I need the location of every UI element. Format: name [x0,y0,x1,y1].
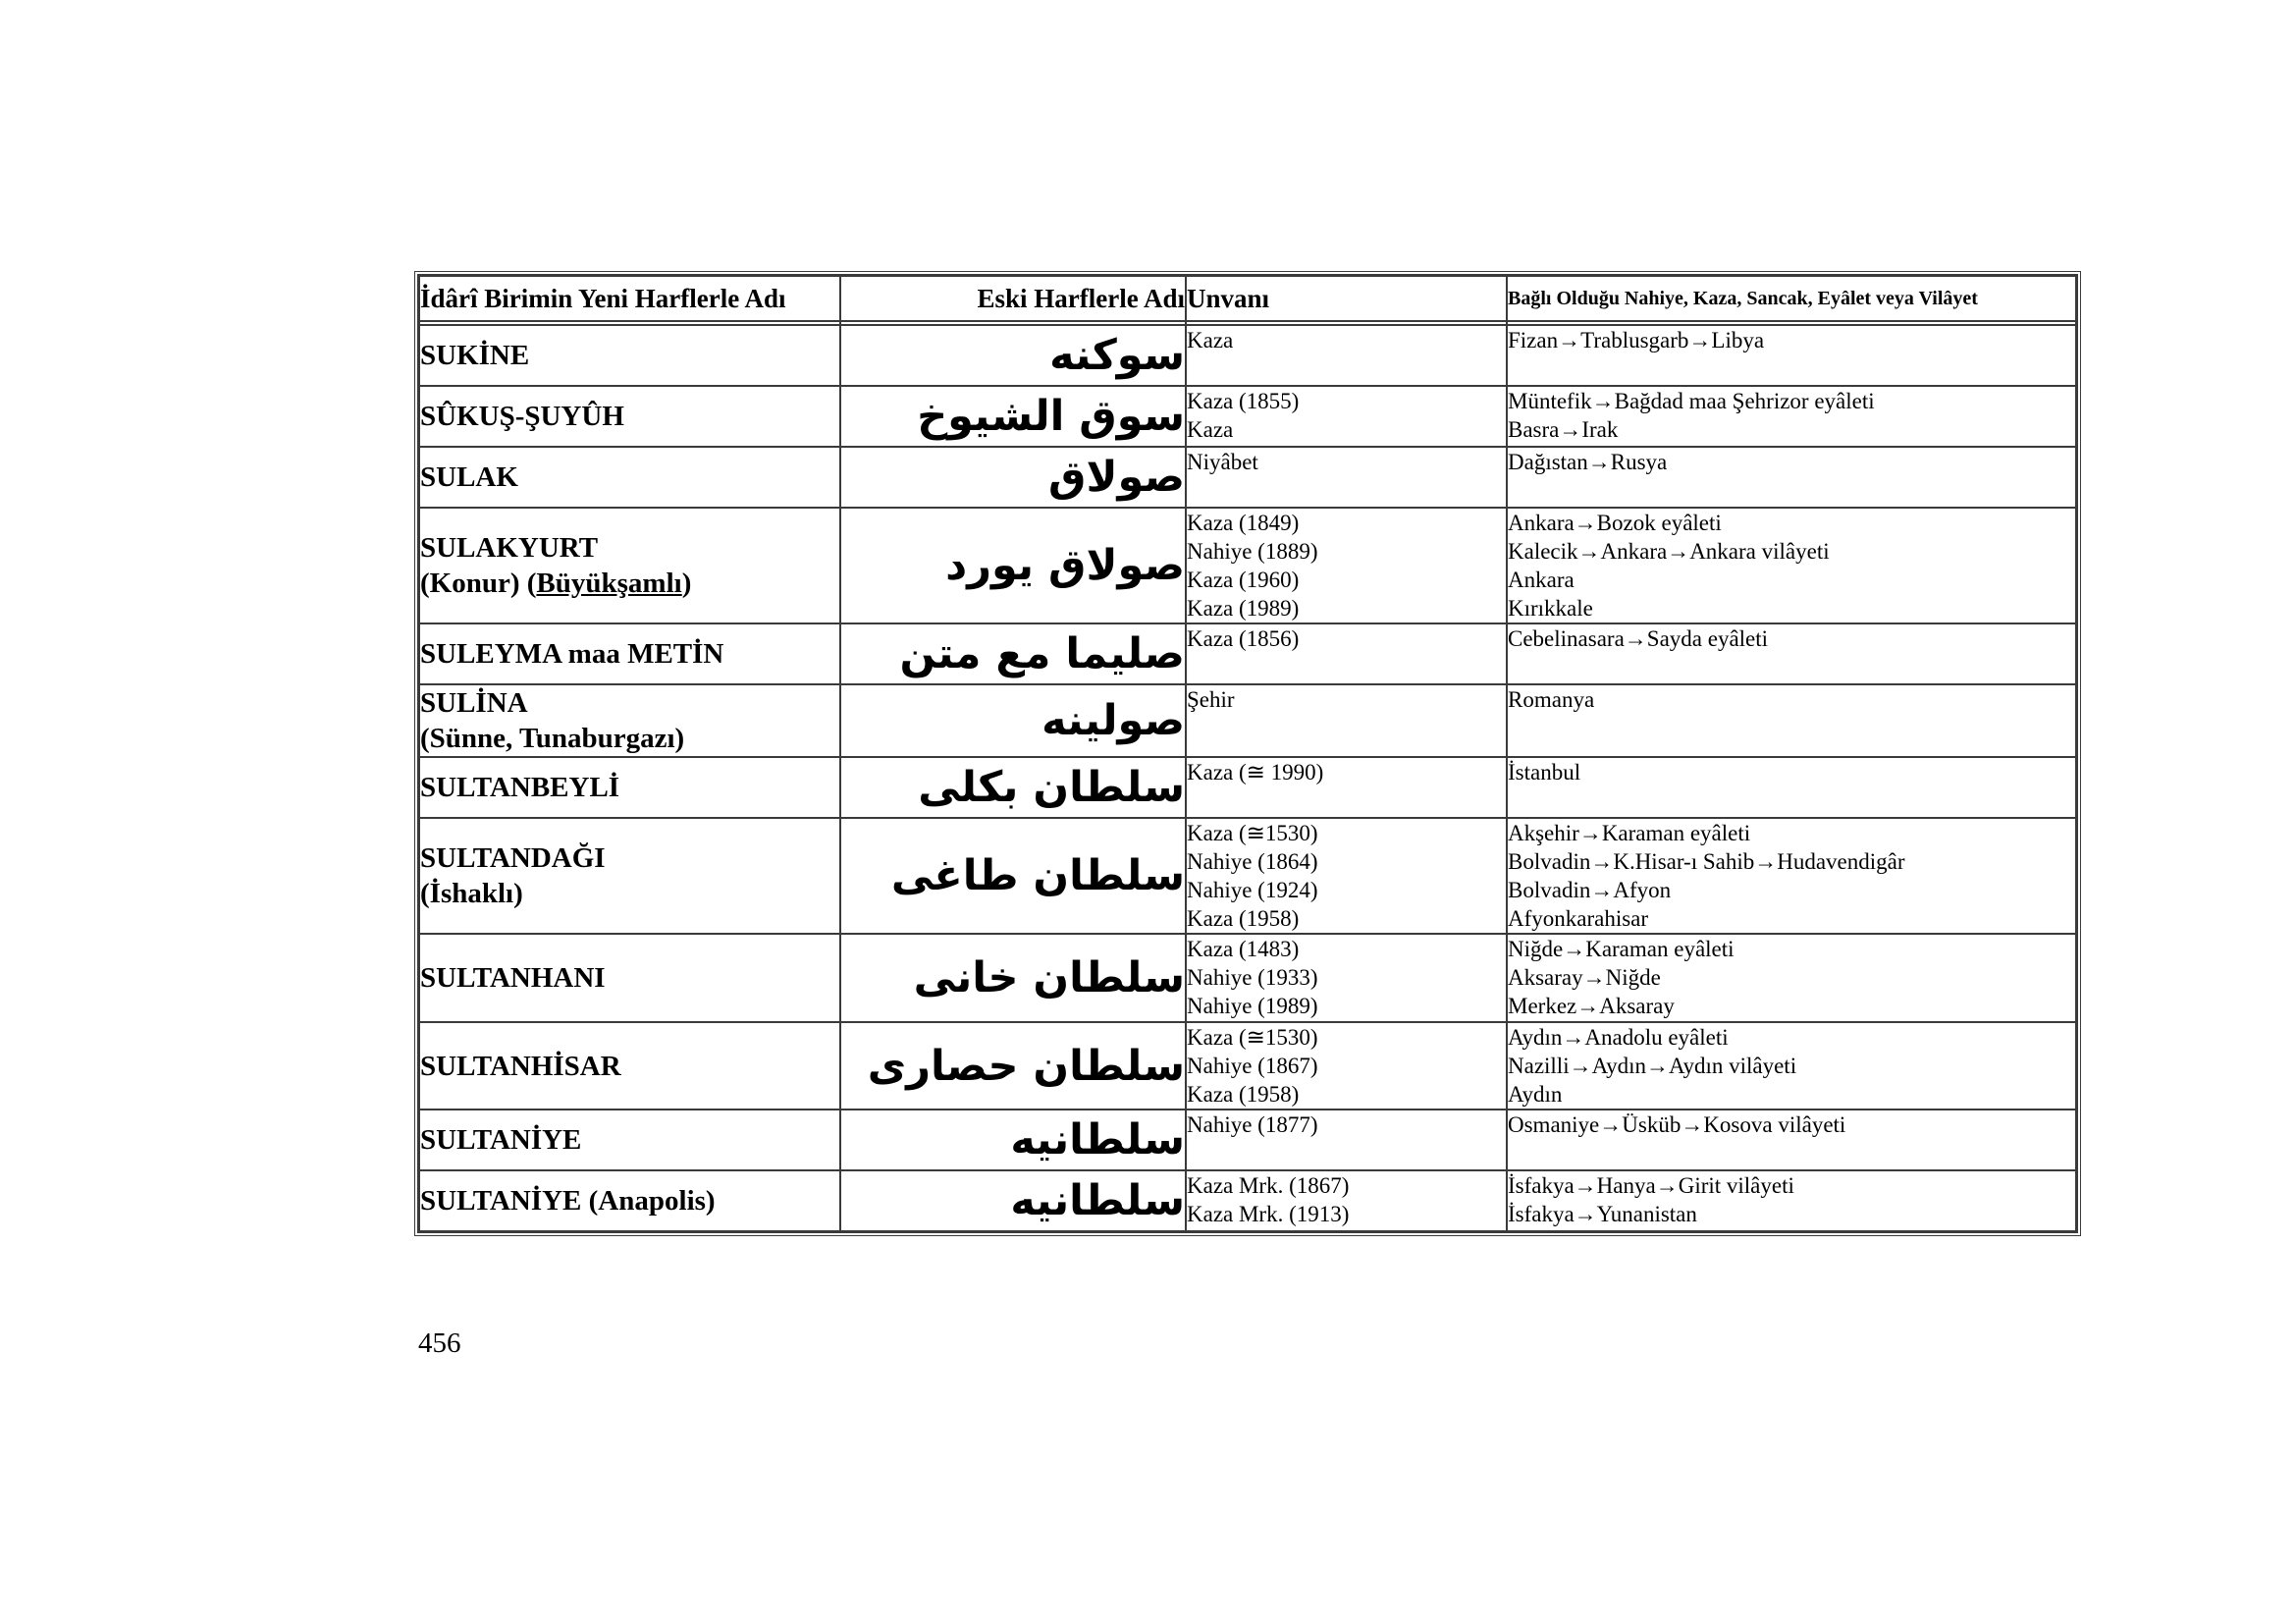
unit-new-name [419,1170,840,1231]
unit-bound-to [1507,325,2076,386]
unit-title [1186,325,1507,386]
unit-bound-to [1507,1170,2076,1231]
unit-title-line: Kaza (1849) [1187,511,1300,535]
unit-old-name: سوق الشيوخ [840,386,1186,447]
unit-title [1186,1110,1507,1170]
unit-new-name [419,325,840,386]
unit-old-name: سلطان خانى [840,934,1186,1022]
unit-old-name: سلطانيه [840,1170,1186,1231]
unit-bound-line: Nazilli→Aydın→Aydın vilâyeti [1508,1054,1797,1078]
unit-bound-to [1507,684,2076,757]
unit-title [1186,623,1507,684]
unit-title-line: Kaza (≅1530) [1187,821,1318,845]
table-row [419,623,2076,684]
unit-name-line: SULİNA [420,687,528,719]
unit-bound-to [1507,757,2076,818]
unit-title [1186,757,1507,818]
unit-title-line: Kaza (1958) [1187,906,1300,931]
unit-bound-line: Müntefik→Bağdad maa Şehrizor eyâleti [1508,389,1875,413]
unit-bound-line: Akşehir→Karaman eyâleti [1508,821,1751,845]
unit-title-line: Nahiye (1989) [1187,994,1318,1018]
table-row [419,1170,2076,1231]
administrative-units-table [418,275,2077,1232]
unit-bound-line: Dağıstan→Rusya [1508,450,1668,474]
unit-title [1186,684,1507,757]
unit-title [1186,447,1507,508]
table-row [419,508,2076,623]
unit-bound-line: Kalecik→Ankara→Ankara vilâyeti [1508,539,1830,564]
unit-old-name: سلطانيه [840,1110,1186,1170]
unit-title-line: Kaza (1856) [1187,626,1300,651]
unit-bound-line: Bolvadin→Afyon [1508,878,1672,902]
unit-old-name: سوكنه [840,325,1186,386]
unit-new-name [419,934,840,1022]
unit-bound-line: Niğde→Karaman eyâleti [1508,937,1735,961]
unit-name-suffix: ) [681,568,692,599]
unit-title-line: Nahiye (1867) [1187,1054,1318,1078]
unit-bound-to [1507,623,2076,684]
unit-name-line: SÛKUŞ-ŞUYÛH [420,401,624,432]
page-number: 456 [418,1327,461,1359]
unit-title-line: Şehir [1187,687,1235,712]
unit-bound-line: Aydın [1508,1082,1563,1107]
unit-title-line: Nahiye (1924) [1187,878,1318,902]
unit-bound-line: Fizan→Trablusgarb→Libya [1508,328,1765,352]
unit-name-line: SULTANBEYLİ [420,772,620,803]
unit-title [1186,1170,1507,1231]
unit-old-name: سلطان حصارى [840,1022,1186,1110]
unit-bound-line: Osmaniye→Üsküb→Kosova vilâyeti [1508,1112,1846,1137]
unit-bound-line: Romanya [1508,687,1595,712]
unit-title [1186,386,1507,447]
unit-old-name: صليما مع متن [840,623,1186,684]
unit-new-name [419,684,840,757]
unit-title-line: Kaza (1960) [1187,568,1300,592]
unit-new-name [419,447,840,508]
unit-bound-line: Cebelinasara→Sayda eyâleti [1508,626,1769,651]
header-bound-to: Bağlı Olduğu Nahiye, Kaza, Sancak, Eyâlet veya Vilâyet [1507,276,2076,321]
unit-name-line: SULTANDAĞI [420,842,606,874]
table-row [419,325,2076,386]
unit-title-line: Kaza [1187,328,1234,352]
unit-title-line: Kaza Mrk. (1913) [1187,1202,1350,1226]
table-row [419,1110,2076,1170]
unit-bound-line: İsfakya→Yunanistan [1508,1202,1697,1226]
unit-bound-line: Ankara→Bozok eyâleti [1508,511,1722,535]
unit-name-line: SULTANİYE (Anapolis) [420,1185,716,1217]
unit-bound-to [1507,508,2076,623]
unit-title-line: Kaza (1483) [1187,937,1300,961]
unit-bound-line: Afyonkarahisar [1508,906,1649,931]
table-row [419,386,2076,447]
unit-title-line: Kaza (≅ 1990) [1187,760,1324,785]
unit-title-line: Nahiye (1864) [1187,849,1318,874]
table-row [419,684,2076,757]
unit-bound-line: Kırıkkale [1508,596,1593,621]
unit-bound-line: Aksaray→Niğde [1508,965,1661,990]
unit-new-name [419,1022,840,1110]
unit-name-line: (Sünne, Tunaburgazı) [420,723,685,754]
unit-title-line: Kaza (1855) [1187,389,1300,413]
unit-name-line: SULAKYURT [420,532,599,564]
unit-name-line: SULTANİYE [420,1124,582,1156]
unit-title-line: Kaza (1958) [1187,1082,1300,1107]
unit-bound-line: Aydın→Anadolu eyâleti [1508,1025,1729,1050]
unit-new-name [419,818,840,934]
unit-bound-line: Merkez→Aksaray [1508,994,1675,1018]
unit-name-text: (Konur) ( [420,568,537,599]
unit-new-name [419,757,840,818]
unit-title-line: Nahiye (1933) [1187,965,1318,990]
header-title: Unvanı [1186,276,1507,321]
table-header [419,276,2076,321]
unit-new-name [419,508,840,623]
unit-title-line: Nahiye (1877) [1187,1112,1318,1137]
unit-title [1186,818,1507,934]
unit-old-name: صولاق يورد [840,508,1186,623]
unit-title-line: Kaza [1187,417,1234,442]
unit-bound-line: İsfakya→Hanya→Girit vilâyeti [1508,1173,1794,1198]
unit-bound-to [1507,447,2076,508]
unit-bound-to [1507,934,2076,1022]
header-new-name: İdârî Birimin Yeni Harflerle Adı [419,276,840,321]
unit-bound-line: Ankara [1508,568,1575,592]
unit-name-line: SULAK [420,461,518,493]
unit-old-name: سلطان بكلى [840,757,1186,818]
header-old-name: Eski Harflerle Adı [840,276,1186,321]
table-body [419,321,2076,1231]
unit-title-line: Nahiye (1889) [1187,539,1318,564]
unit-name-line [420,566,839,601]
unit-title [1186,508,1507,623]
unit-bound-line: Bolvadin→K.Hisar-ı Sahib→Hudavendigâr [1508,849,1905,874]
unit-old-name: سلطان طاغى [840,818,1186,934]
unit-title [1186,934,1507,1022]
unit-title-line: Kaza (1989) [1187,596,1300,621]
unit-bound-to [1507,1110,2076,1170]
unit-bound-to [1507,818,2076,934]
unit-bound-line: İstanbul [1508,760,1581,785]
unit-name-line: SULTANHİSAR [420,1050,621,1082]
unit-name-line: SULEYMA maa METİN [420,638,724,670]
unit-new-name [419,386,840,447]
unit-old-name: صولينه [840,684,1186,757]
unit-name-line: SUKİNE [420,340,530,371]
table-row [419,934,2076,1022]
table-row [419,447,2076,508]
unit-old-name: صولاق [840,447,1186,508]
unit-title-line: Kaza Mrk. (1867) [1187,1173,1350,1198]
unit-title-line: Kaza (≅1530) [1187,1025,1318,1050]
unit-title [1186,1022,1507,1110]
unit-bound-to [1507,1022,2076,1110]
unit-name-line: SULTANHANI [420,962,606,994]
unit-new-name [419,1110,840,1170]
unit-title-line: Niyâbet [1187,450,1258,474]
table-row [419,1022,2076,1110]
unit-new-name [419,623,840,684]
table-row [419,818,2076,934]
unit-bound-line: Basra→Irak [1508,417,1619,442]
unit-name-line: (İshaklı) [420,878,523,909]
header-row [419,276,2076,321]
table-row [419,757,2076,818]
unit-bound-to [1507,386,2076,447]
unit-name-underlined: Büyükşamlı [536,568,682,599]
